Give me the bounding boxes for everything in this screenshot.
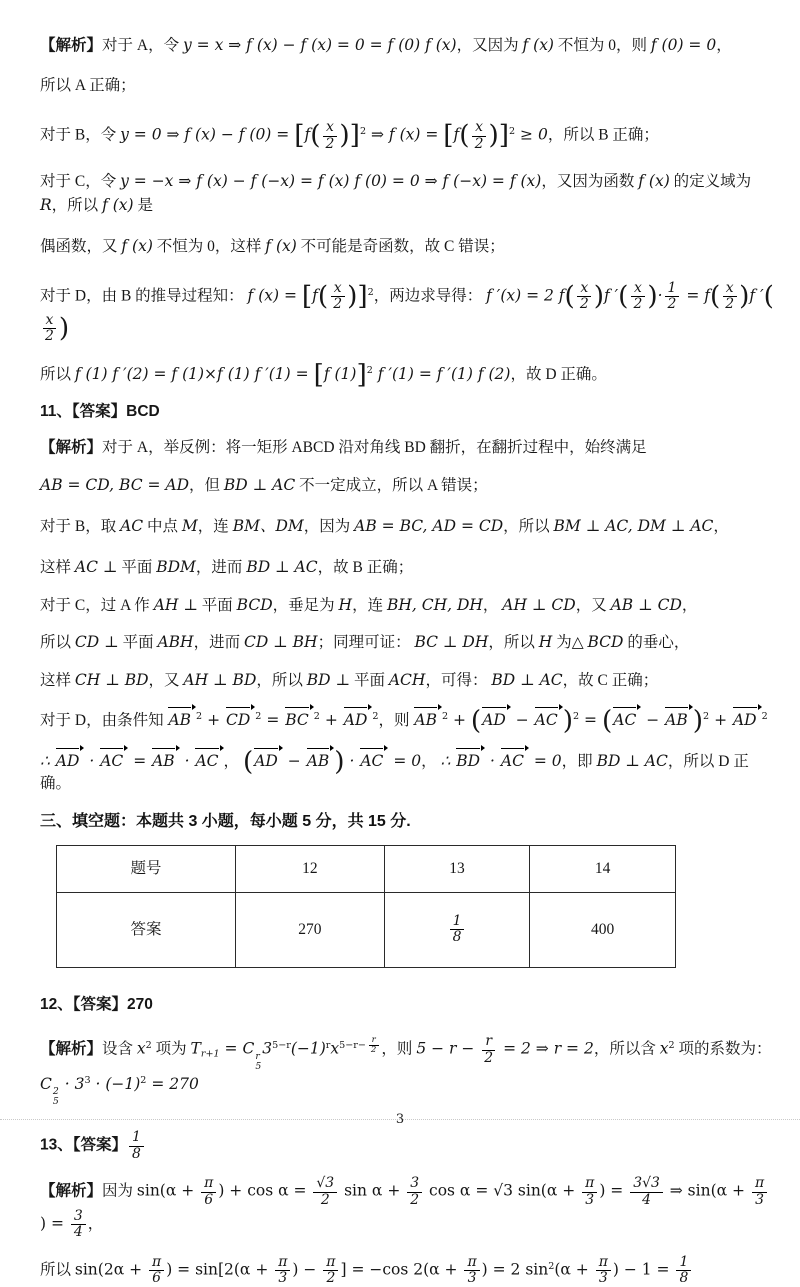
- q11-option-a-line: AB = CD, BC = AD，但 BD ⊥ AC 不一定成立，所以 A 错误；: [40, 475, 488, 494]
- table-cell-answer-13: $\frac{1}{8}$: [384, 892, 530, 967]
- page-number: 3: [395, 1112, 405, 1127]
- answers-table-answer-row: [57, 892, 676, 967]
- q13-analysis-line-2: 所以 sin(2α + $\frac{\pi}{6}$ ) = sin[2(α + $\frac{\pi}{3}$ ) − $\frac{\pi}{2}$ ] = −cos 2(α + $\frac{\pi}{3}$ ) = 2 $\sin^2(\alpha$ + $\frac{\pi}{3}$ ) − 1 = $\frac{1}{8}$: [40, 1255, 774, 1287]
- table-cell-q14: 14: [530, 845, 676, 892]
- q11-answer-line: 11、【答案】BCD: [40, 402, 160, 420]
- q10-option-d-line-1: 对于 D，由 B 的推导过程知： f (x) = [f( $\frac{x}{2}$ )]$^2$，两边求导得： f ′(x) = 2 f( $\frac{x}{2}$ )f ′( $\frac{x}{2}$ )· $\frac{1}{2}$ = f( $\frac{x}{2}$ )f ′( $\frac{x}{2}$ ): [40, 279, 774, 345]
- q12-analysis-line: 【解析】设含 $x^2$ 项为 Tr+1 = C r 5 $3^{5-r}(-1)^rx^{5-r- \frac{r}{2}}$ ，则 5 − r − $\frac{r}{2}$ = 2 ⇒ r = 2，所以含 $x^2$ 项的系数为： C 2 5 · $3^3 \cdot (-1)^2 = 270$: [40, 1033, 772, 1108]
- q11-option-b-line-1: 对于 B，取 AC 中点 M，连 BM、DM，因为 AB = BC, AD = CD，所以 BM ⊥ AC, DM ⊥ AC，: [40, 516, 729, 535]
- q13-answer-line: 13、【答案】 $\frac{1}{8}$: [40, 1130, 774, 1162]
- q11-option-b-line-2: 这样 AC ⊥ 平面 BDM，进而 BD ⊥ AC，故 B 正确；: [40, 558, 414, 577]
- table-cell-q13: 13: [384, 845, 530, 892]
- q11-option-d-line-1: 对于 D，由条件知 AB $^2$ + CD $^2$ = BC $^2$ + AD $^2$，则 AB $^2$ + (AD − AC )$^2$ = (AC − AB )$^2$ + AD $^2$: [40, 706, 768, 737]
- table-cell-answer-12: 270: [236, 892, 385, 967]
- q11-option-c-line-2: 所以 CD ⊥ 平面 ABH，进而 CD ⊥ BH；同理可证： BC ⊥ DH，所以 H 为△ BCD 的垂心，: [40, 633, 690, 652]
- q11-analysis-line-1: 【解析】对于 A，举反例：将一矩形 ABCD 沿对角线 BD 翻折，在翻折过程中，始终满足: [40, 439, 647, 457]
- table-cell-label-number: 题号: [57, 845, 236, 892]
- q11-option-c-line-1: 对于 C，过 A 作 AH ⊥ 平面 BCD，垂足为 H，连 BH, CH, DH， AH ⊥ CD，又 AB ⊥ CD，: [40, 595, 698, 614]
- answers-table: [56, 845, 676, 968]
- q10-analysis-line-2: 所以 A 正确；: [40, 77, 136, 95]
- q10-option-c-line-2: 偶函数，又 f (x) 不恒为 0，这样 f (x) 不可能是奇函数，故 C 错误；: [40, 237, 505, 256]
- q12-answer-line: 12、【答案】270: [40, 995, 153, 1013]
- q13-analysis-line-1: 【解析】因为 sin(α + $\frac{\pi}{6}$ ) + cos α = $\frac{√3}{2}$ sin α + $\frac{3}{2}$ cos α = √3 sin(α + $\frac{\pi}{3}$ ) = $\frac{3√3}{4}$ ⇒ sin(α + $\frac{\pi}{3}$ ) = $\frac{3}{4}$ ，: [40, 1176, 774, 1241]
- table-cell-label-answer: 答案: [57, 892, 236, 967]
- answers-table-header-row: [57, 845, 676, 892]
- q10-option-b-line: 对于 B，令 y = 0 ⇒ f (x) − f (0) = [f( $\frac{x}{2}$ )]$^2$ ⇒ f (x) = [f( $\frac{x}{2}$ )]$^2$ ≥ 0，所以 B 正确；: [40, 118, 659, 152]
- table-cell-answer-14: 400: [530, 892, 676, 967]
- q11-option-c-line-3: 这样 CH ⊥ BD，又 AH ⊥ BD，所以 BD ⊥ 平面 ACH，可得： BD ⊥ AC，故 C 正确；: [40, 670, 659, 689]
- q10-option-d-line-2: 所以 f (1) f ′(2) = f (1)×f (1) f ′(1) = [f (1)]$^2$ f ′(1) = f ′(1) f (2)，故 D 正确。: [40, 360, 607, 390]
- q10-analysis-line-1: 【解析】对于 A，令 y = x ⇒ f (x) − f (x) = 0 = f (0) f (x)，又因为 f (x) 不恒为 0，则 f (0) = 0，: [40, 36, 732, 54]
- table-cell-q12: 12: [236, 845, 385, 892]
- q10-option-c-line-1: 对于 C，令 y = −x ⇒ f (x) − f (−x) = f (x) f (0) = 0 ⇒ f (−x) = f (x)，又因为函数 f (x) 的定义域为 R，所以 f (x) 是: [40, 172, 752, 214]
- section-3-heading: 三、填空题：本题共 3 小题，每小题 5 分，共 15 分.: [40, 812, 411, 830]
- q11-option-d-line-2: ∴ AD · AC = AB · AC ， (AD − AB ) · AC = 0， ∴ BD · AC = 0，即 BD ⊥ AC，所以 D 正确。: [40, 746, 749, 793]
